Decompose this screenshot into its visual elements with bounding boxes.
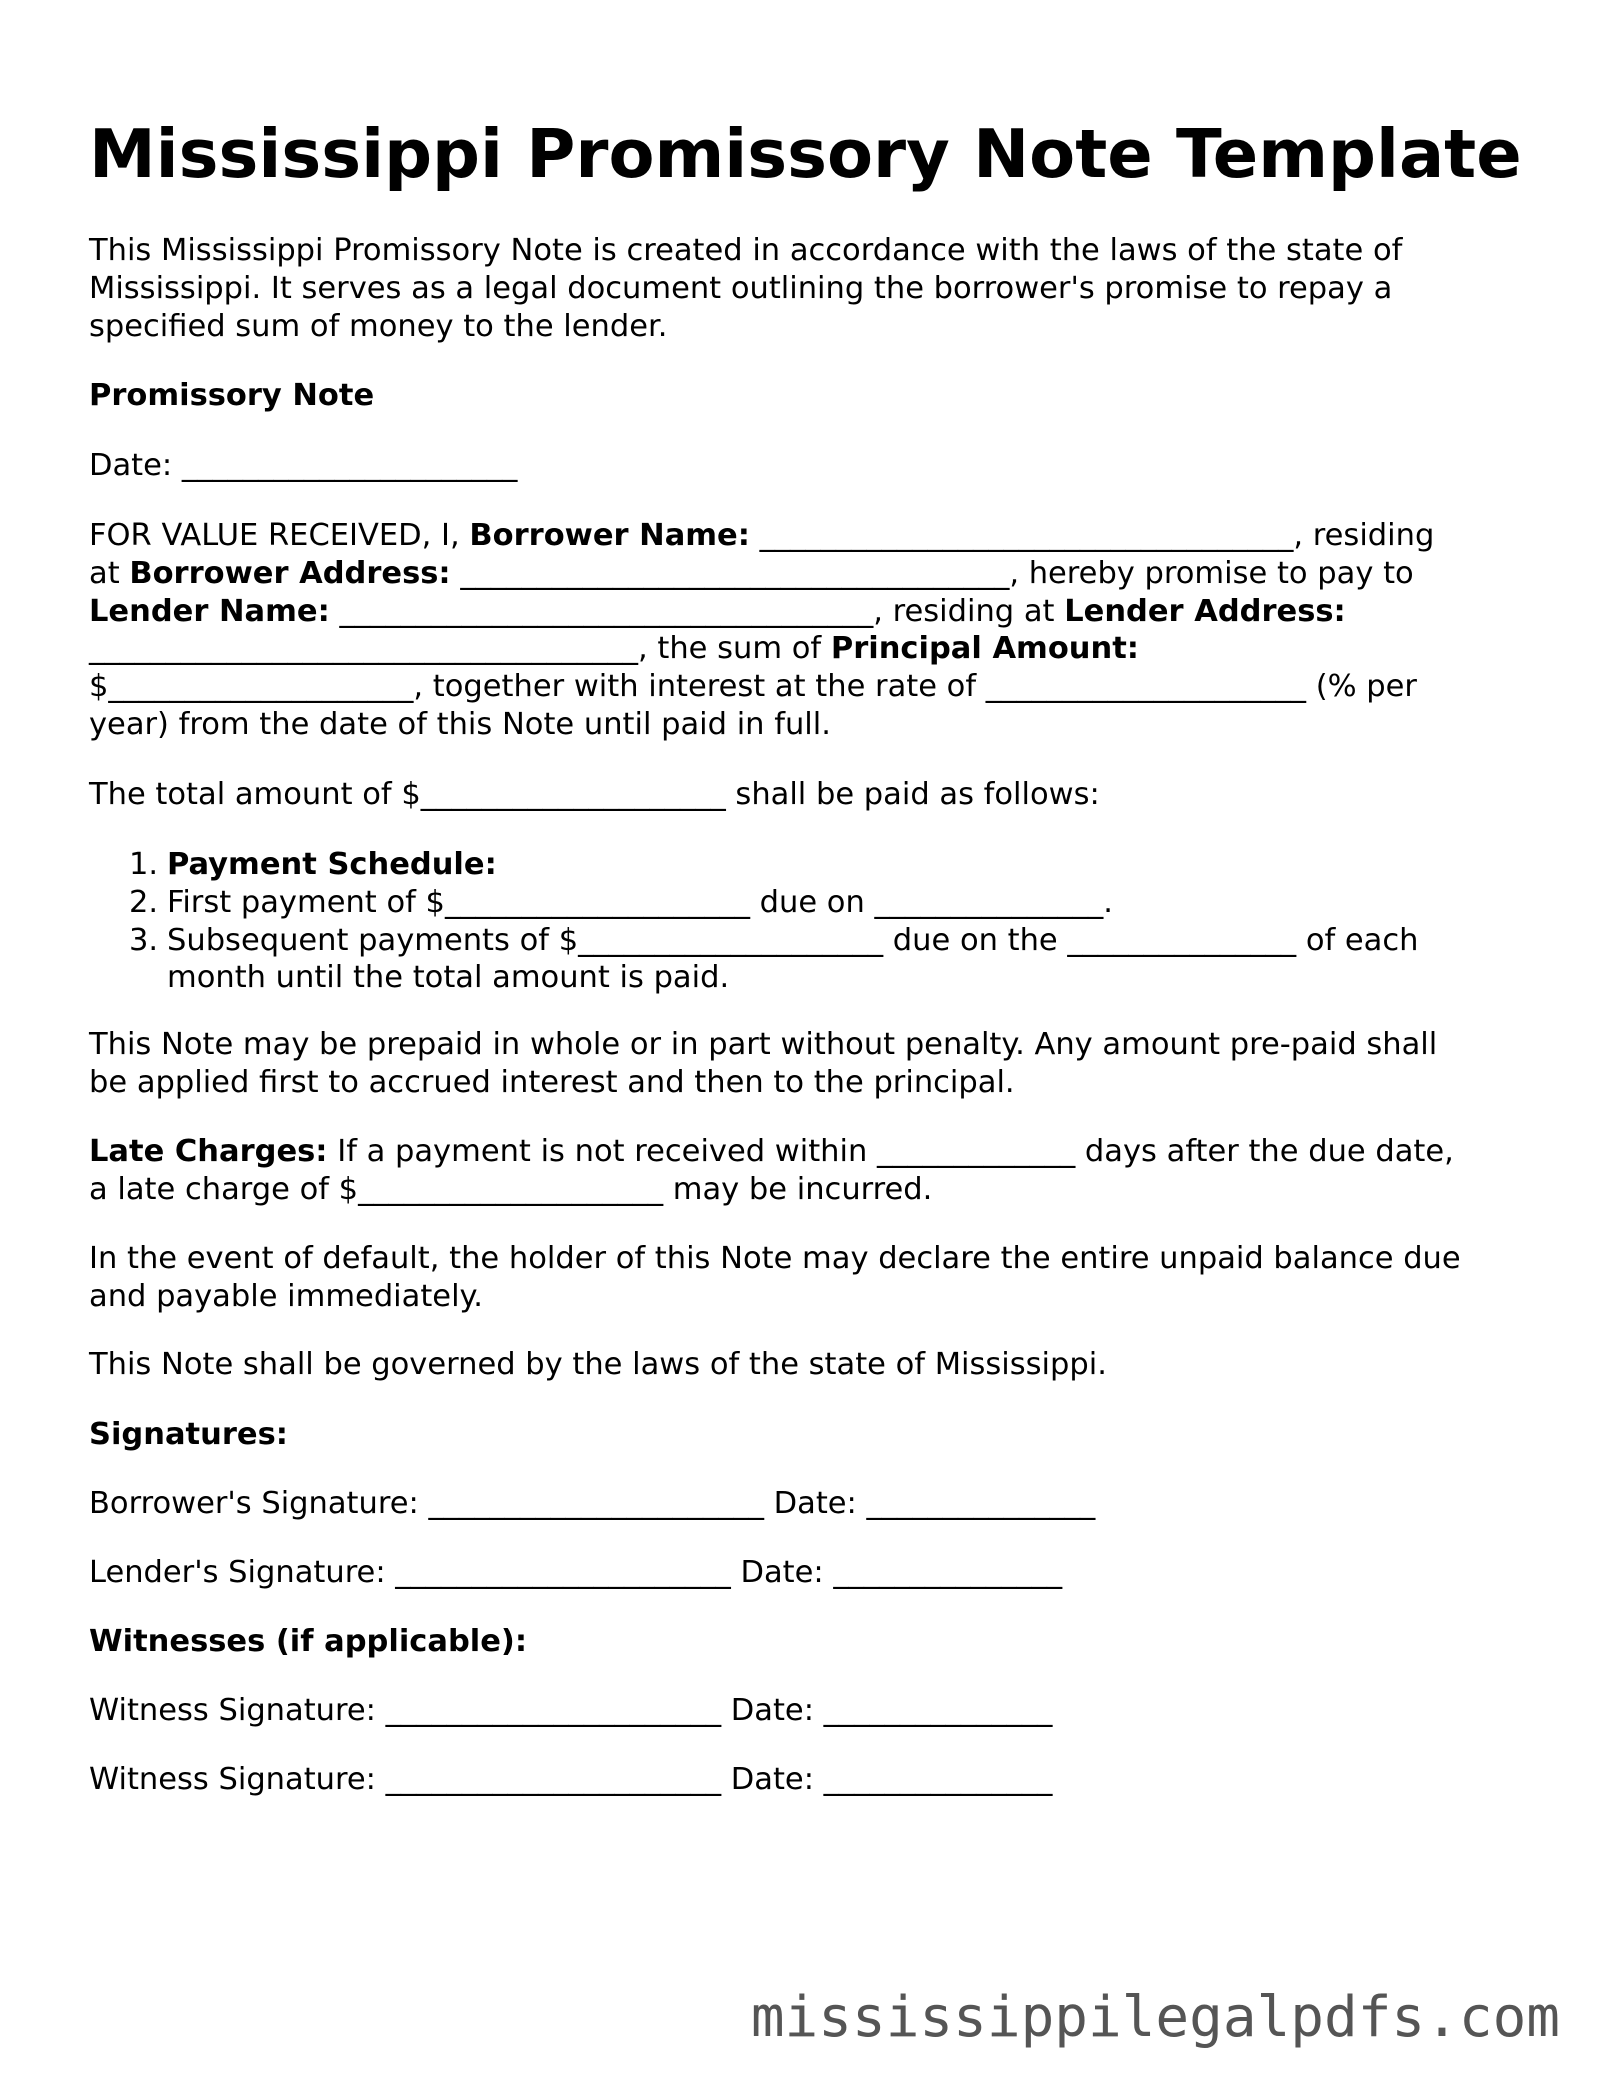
- value-line-1: [89, 517, 1529, 555]
- default-line: and payable immediately.: [89, 1278, 483, 1314]
- borrower-address-label: Borrower Address:: [129, 555, 451, 591]
- list-number: 1.: [129, 847, 159, 882]
- value-received-paragraph: [89, 517, 1529, 744]
- prepay-line: be applied first to accrued interest and then to the principal.: [89, 1064, 1015, 1100]
- late-charges-label: Late Charges:: [89, 1134, 328, 1169]
- list-item: [89, 922, 1529, 998]
- prepayment-paragraph: [89, 1026, 1529, 1102]
- intro-paragraph: [89, 232, 1529, 345]
- total-amount-line: [89, 776, 1529, 814]
- list-number: 3.: [129, 922, 159, 958]
- late-charge-field: a late charge of $____________________ may be incurred.: [89, 1171, 933, 1207]
- value-line-5: [89, 668, 1529, 706]
- intro-line: specified sum of money to the lender.: [89, 308, 668, 344]
- signatures-heading: [89, 1416, 1529, 1454]
- intro-line: Mississippi. It serves as a legal document outlining the borrower's promise to repay a: [89, 270, 1393, 306]
- promissory-note-heading: [89, 377, 1529, 415]
- witnesses-heading: [89, 1623, 1529, 1661]
- section-heading: Witnesses (if applicable):: [89, 1624, 528, 1659]
- payment-schedule-list: [89, 846, 1529, 997]
- borrower-signature-line: [89, 1485, 1529, 1523]
- governing-law-text: This Note shall be governed by the laws of the state of Mississippi.: [89, 1347, 1107, 1382]
- late-days-field: If a payment is not received within _____________ days after the due date,: [327, 1134, 1454, 1169]
- lender-name-label: Lender Name:: [89, 593, 330, 629]
- first-payment-field: First payment of $____________________ due on _______________.: [167, 884, 1113, 920]
- list-number: 2.: [129, 884, 159, 920]
- section-heading: Signatures:: [89, 1417, 288, 1452]
- late-line-1: [89, 1133, 1529, 1171]
- lender-address-field: ____________________________________, the sum of: [89, 631, 831, 667]
- lender-address-label: Lender Address:: [1064, 593, 1346, 629]
- value-text: at: [89, 555, 130, 591]
- intro-line: This Mississippi Promissory Note is created in accordance with the laws of the state of: [89, 233, 1403, 268]
- payment-schedule-label: Payment Schedule:: [167, 847, 497, 882]
- value-line-3: [89, 593, 1529, 631]
- value-line-4: [89, 630, 1529, 668]
- late-charges-paragraph: [89, 1133, 1529, 1209]
- principal-amount-label: Principal Amount:: [830, 631, 1139, 667]
- value-text: year) from the date of this Note until paid in full.: [89, 706, 831, 742]
- subsequent-payments-text: month until the total amount is paid.: [167, 960, 730, 996]
- lender-signature-field: Lender's Signature: ______________________ Date: _______________: [89, 1555, 1063, 1590]
- date-field: Date: ______________________: [89, 448, 518, 483]
- late-line-2: [89, 1171, 1529, 1209]
- witness-signature-line: [89, 1692, 1529, 1730]
- site-watermark: mississippilegalpdfs.com: [750, 1985, 1560, 2050]
- default-paragraph: [89, 1240, 1529, 1316]
- section-heading: Promissory Note: [89, 378, 375, 413]
- list-item: [89, 884, 1529, 922]
- lender-name-field: ___________________________________, residing at: [329, 593, 1065, 629]
- borrower-signature-field: Borrower's Signature: ______________________ Date: _______________: [89, 1486, 1096, 1521]
- list-item: [89, 846, 1529, 884]
- page-title: Mississippi Promissory Note Template: [89, 115, 1522, 193]
- borrower-name-label: Borrower Name:: [469, 518, 750, 553]
- value-line-6: [89, 706, 1529, 744]
- subsequent-payments-field: Subsequent payments of $____________________ due on the _______________ of each: [167, 922, 1419, 958]
- total-amount-field: The total amount of $____________________ shall be paid as follows:: [89, 777, 1100, 812]
- lender-signature-line: [89, 1554, 1529, 1592]
- default-line: In the event of default, the holder of this Note may declare the entire unpaid balance due: [89, 1241, 1461, 1276]
- borrower-address-field: ____________________________________, hereby promise to pay to: [450, 555, 1414, 591]
- principal-interest-field: $____________________, together with interest at the rate of _____________________ (% per: [89, 669, 1417, 705]
- governing-law-line: [89, 1346, 1529, 1384]
- date-line: [89, 447, 1529, 485]
- value-text: FOR VALUE RECEIVED, I,: [89, 518, 470, 553]
- prepay-line: This Note may be prepaid in whole or in part without penalty. Any amount pre-paid shall: [89, 1027, 1438, 1062]
- borrower-name-field: ___________________________________, residing: [749, 518, 1435, 553]
- value-line-2: [89, 555, 1529, 593]
- witness-signature-field: Witness Signature: ______________________ Date: _______________: [89, 1693, 1053, 1728]
- witness-signature-field: Witness Signature: ______________________ Date: _______________: [89, 1762, 1053, 1797]
- witness-signature-line: [89, 1761, 1529, 1799]
